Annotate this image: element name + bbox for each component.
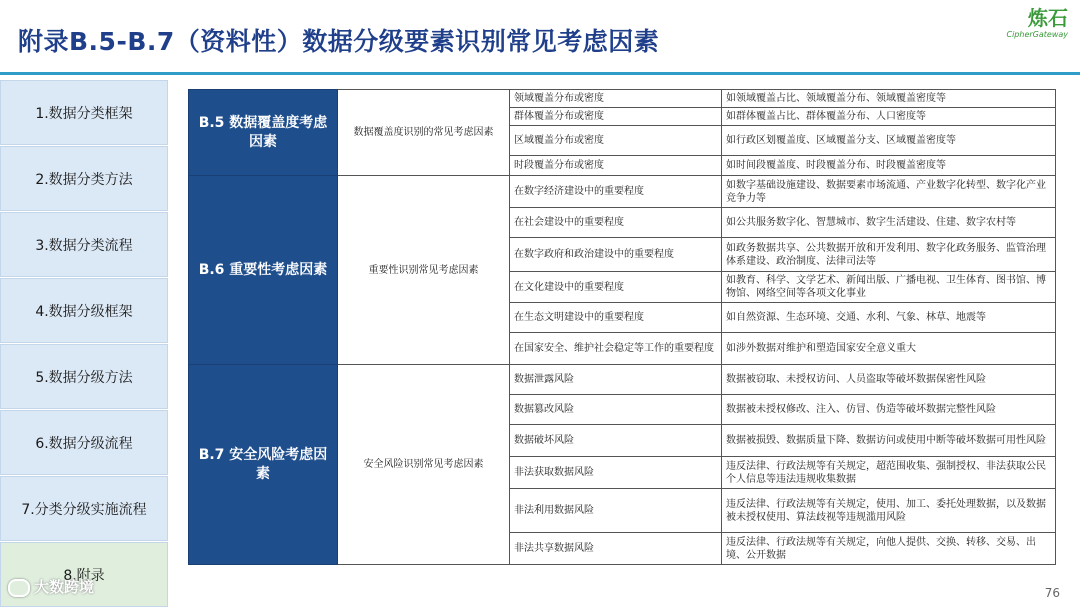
factor-desc-cell: 如政务数据共享、公共数据开放和开发利用、数字化政务服务、监管治理体系建设、政治制度、法律司法等 (722, 238, 1056, 272)
factor-item-cell: 非法共享数据风险 (510, 533, 722, 565)
factor-item-cell: 数据泄露风险 (510, 365, 722, 395)
sidebar-item-label: 4.数据分级框架 (35, 303, 133, 320)
header-divider (0, 72, 1080, 75)
page-number: 76 (1044, 586, 1060, 600)
table-row (189, 176, 1056, 208)
factor-item-cell: 在数字经济建设中的重要程度 (510, 176, 722, 208)
factor-desc-cell: 如自然资源、生态环境、交通、水利、气象、林草、地震等 (722, 303, 1056, 333)
factor-desc-cell: 如数字基础设施建设、数据要素市场流通、产业数字化转型、数字化产业竞争力等 (722, 176, 1056, 208)
logo-text-cn: 炼石 (1028, 6, 1068, 30)
factor-item-cell: 在社会建设中的重要程度 (510, 208, 722, 238)
category-cell: B.6 重要性考虑因素 (189, 176, 338, 365)
sidebar-item-grading-method[interactable] (0, 344, 168, 409)
sidebar-item-implementation-process[interactable] (0, 476, 168, 541)
sidebar-item-label: 6.数据分级流程 (35, 435, 133, 452)
sidebar-item-classification-method[interactable] (0, 146, 168, 211)
factor-desc-cell: 如时间段覆盖度、时段覆盖分布、时段覆盖密度等 (722, 156, 1056, 176)
factor-desc-cell: 违反法律、行政法规等有关规定，超范围收集、强制授权、非法获取公民个人信息等违法违规收集数据 (722, 457, 1056, 489)
factor-item-cell: 数据篡改风险 (510, 395, 722, 425)
page-title: 附录B.5-B.7（资料性）数据分级要素识别常见考虑因素 (18, 27, 660, 56)
table-row (189, 90, 1056, 108)
factor-item-cell: 群体覆盖分布或密度 (510, 108, 722, 126)
factor-item-cell: 数据破坏风险 (510, 425, 722, 457)
factor-item-cell: 在生态文明建设中的重要程度 (510, 303, 722, 333)
factor-desc-cell: 如领域覆盖占比、领域覆盖分布、领域覆盖密度等 (722, 90, 1056, 108)
consideration-cell: 数据覆盖度识别的常见考虑因素 (338, 90, 510, 176)
factor-desc-cell: 数据被窃取、未授权访问、人员盗取等破坏数据保密性风险 (722, 365, 1056, 395)
factor-item-cell: 在数字政府和政治建设中的重要程度 (510, 238, 722, 272)
watermark (8, 576, 94, 597)
factor-item-cell: 非法获取数据风险 (510, 457, 722, 489)
factor-desc-cell: 违反法律、行政法规等有关规定，向他人提供、交换、转移、交易、出境、公开数据 (722, 533, 1056, 565)
sidebar-item-grading-process[interactable] (0, 410, 168, 475)
sidebar-item-label: 2.数据分类方法 (35, 171, 133, 188)
factor-desc-cell: 如行政区划覆盖度、区域覆盖分支、区域覆盖密度等 (722, 126, 1056, 156)
factor-desc-cell: 如涉外数据对维护和塑造国家安全意义重大 (722, 333, 1056, 365)
factor-desc-cell: 违反法律、行政法规等有关规定，使用、加工、委托处理数据，以及数据被未授权使用、算法歧视等违规滥用风险 (722, 489, 1056, 533)
factor-desc-cell: 如群体覆盖占比、群体覆盖分布、人口密度等 (722, 108, 1056, 126)
table-row (189, 365, 1056, 395)
factor-desc-cell: 如公共服务数字化、智慧城市、数字生活建设、住建、数字农村等 (722, 208, 1056, 238)
factor-item-cell: 区域覆盖分布或密度 (510, 126, 722, 156)
factor-item-cell: 时段覆盖分布或密度 (510, 156, 722, 176)
factor-desc-cell: 数据被损毁、数据质量下降、数据访问或使用中断等破坏数据可用性风险 (722, 425, 1056, 457)
category-cell: B.5 数据覆盖度考虑因素 (189, 90, 338, 176)
factor-desc-cell: 如教育、科学、文学艺术、新闻出版、广播电视、卫生体育、图书馆、博物馆、网络空间等各项文化事业 (722, 272, 1056, 303)
factor-item-cell: 非法利用数据风险 (510, 489, 722, 533)
sidebar-item-classification-framework[interactable] (0, 80, 168, 145)
sidebar-item-label: 3.数据分类流程 (35, 237, 133, 254)
sidebar-item-appendix[interactable] (0, 542, 168, 607)
sidebar-item-grading-framework[interactable] (0, 278, 168, 343)
category-cell: B.7 安全风险考虑因素 (189, 365, 338, 565)
sidebar-item-classification-process[interactable] (0, 212, 168, 277)
logo-text-en: CipherGateway (1006, 30, 1068, 39)
sidebar-item-label: 7.分类分级实施流程 (21, 501, 147, 518)
factor-desc-cell: 数据被未授权修改、注入、仿冒、伪造等破坏数据完整性风险 (722, 395, 1056, 425)
consideration-cell: 重要性识别常见考虑因素 (338, 176, 510, 365)
watermark-text: 大数跨境 (34, 578, 95, 596)
sidebar-nav (0, 80, 168, 608)
factor-item-cell: 领域覆盖分布或密度 (510, 90, 722, 108)
watermark-logo-icon (8, 579, 30, 597)
factor-item-cell: 在国家安全、维护社会稳定等工作的重要程度 (510, 333, 722, 365)
factor-item-cell: 在文化建设中的重要程度 (510, 272, 722, 303)
consideration-cell: 安全风险识别常见考虑因素 (338, 365, 510, 565)
sidebar-item-label: 5.数据分级方法 (35, 369, 133, 386)
brand-logo (998, 6, 1068, 40)
sidebar-item-label: 8.附录 (63, 567, 105, 584)
factors-table (188, 89, 1056, 565)
sidebar-item-label: 1.数据分类框架 (35, 105, 133, 122)
